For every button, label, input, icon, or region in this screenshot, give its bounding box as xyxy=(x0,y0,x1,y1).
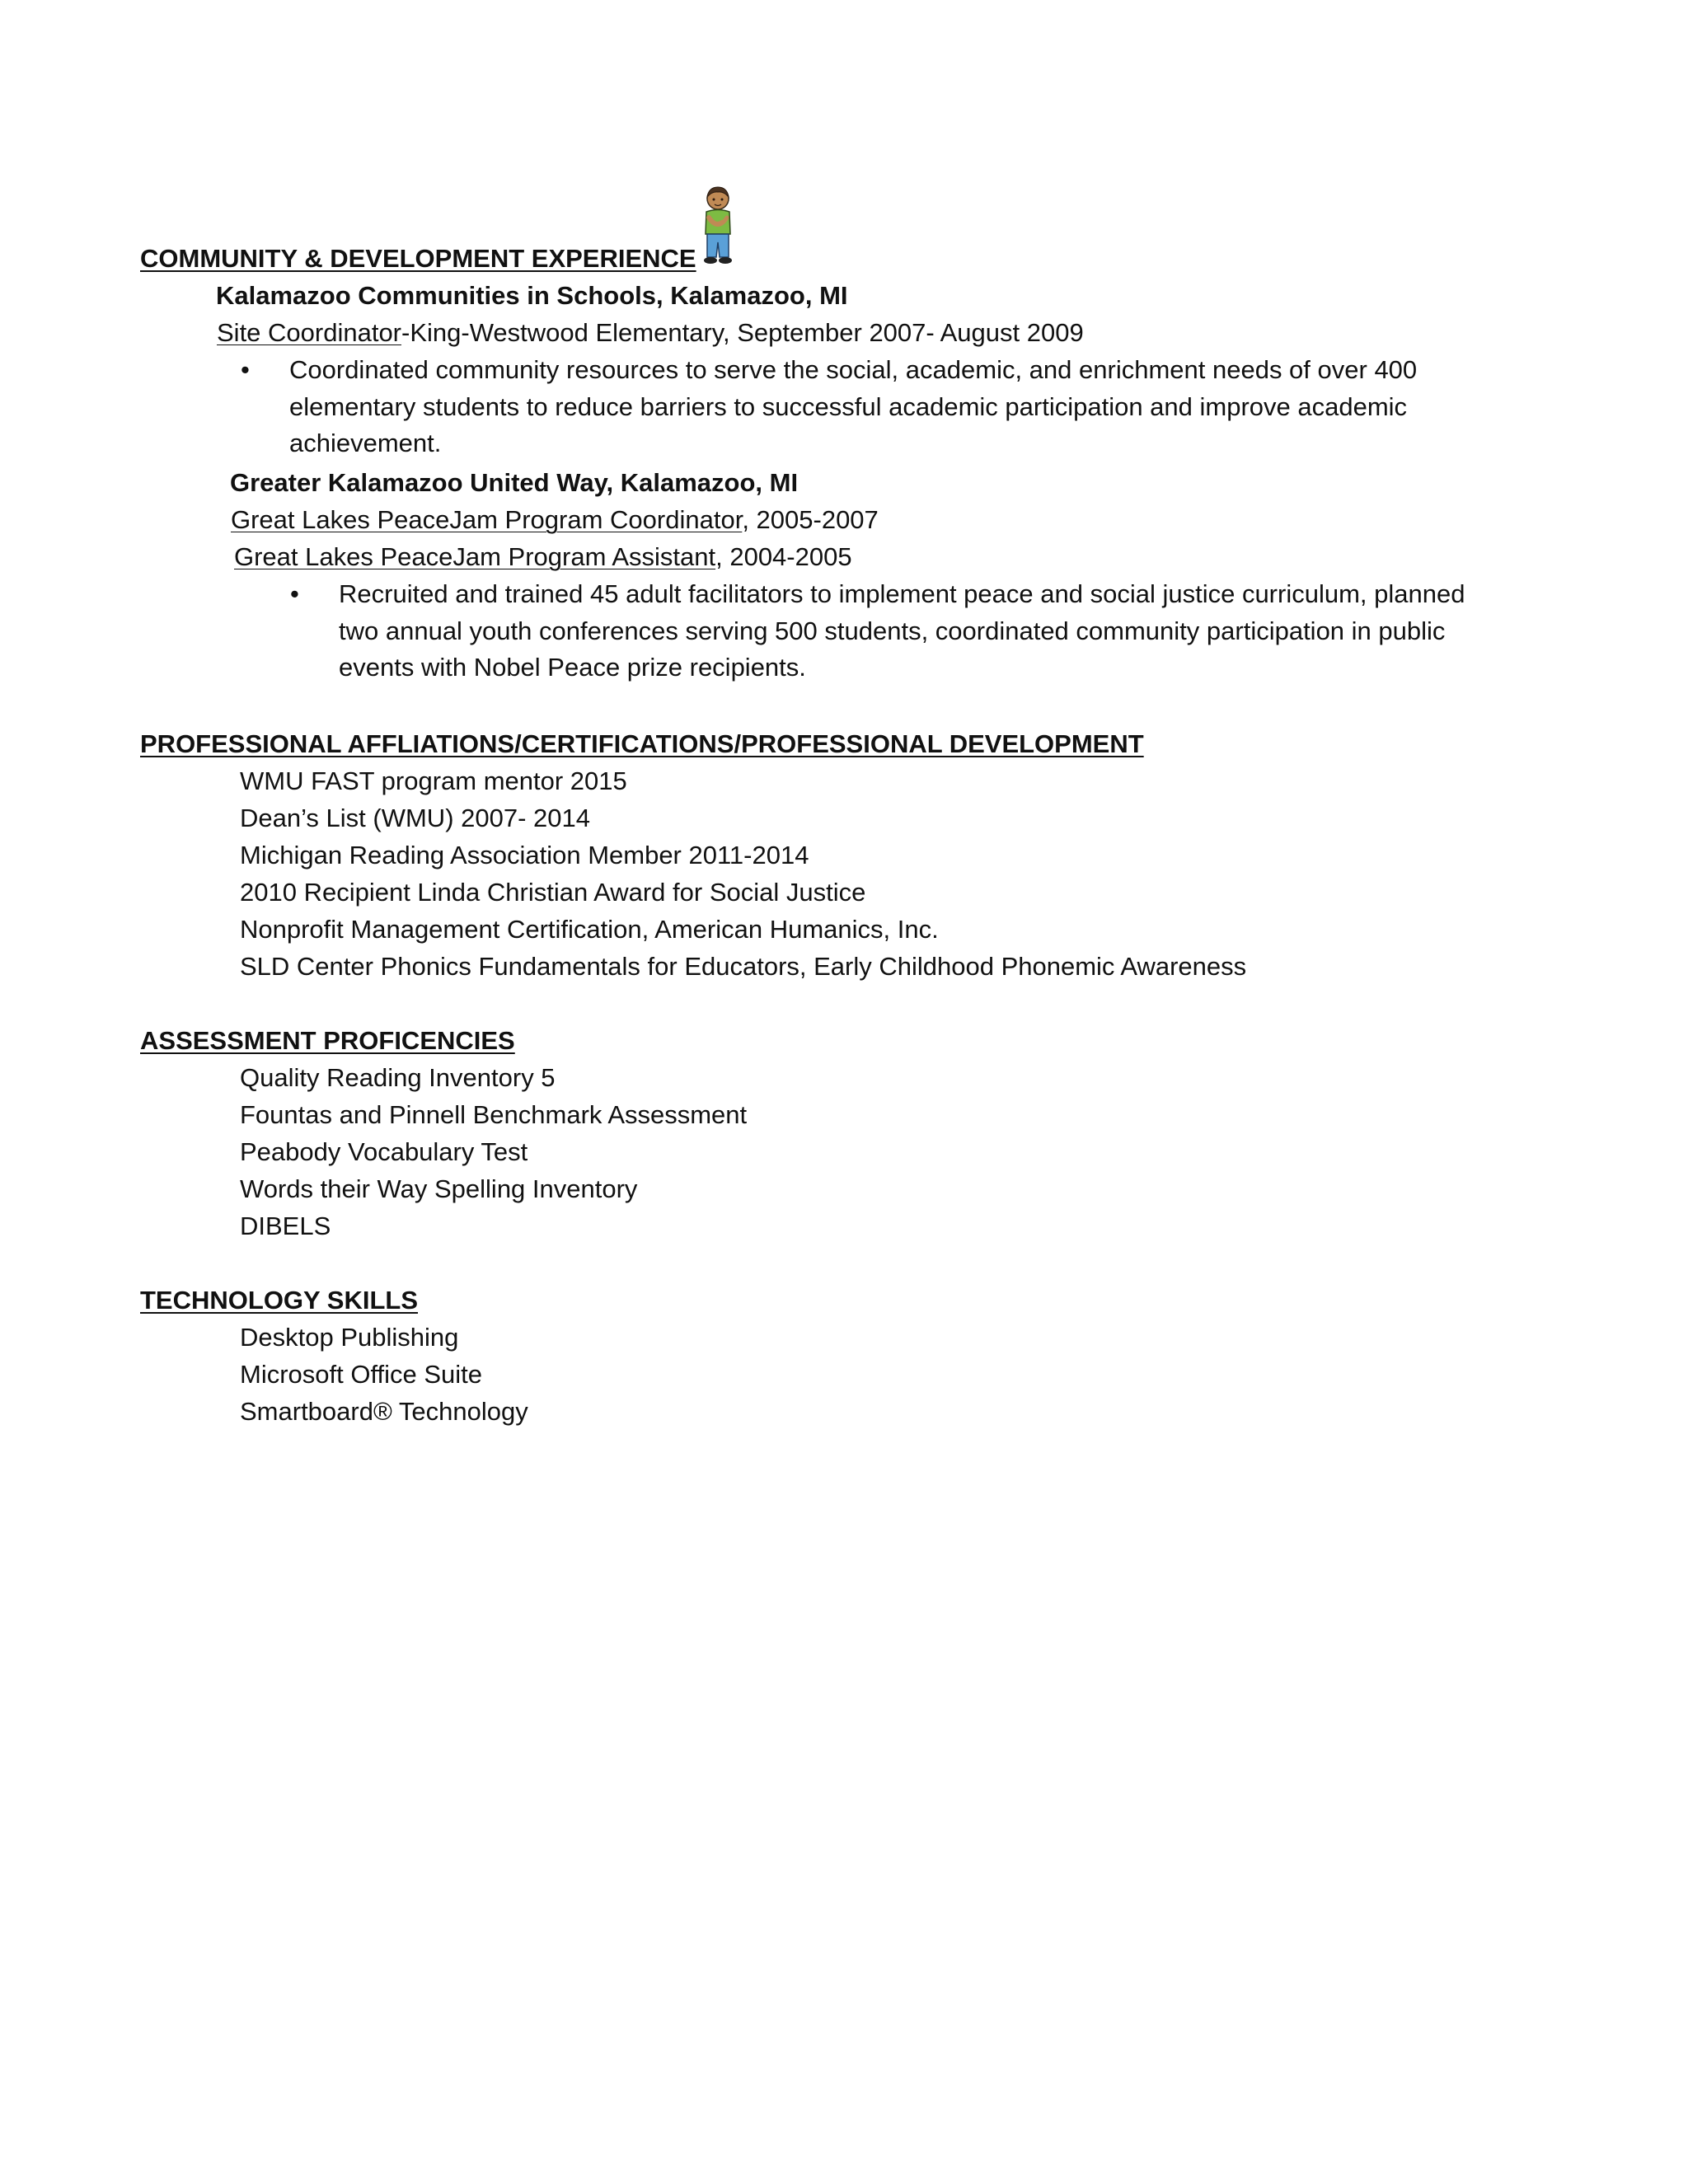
affiliations-heading: PROFESSIONAL AFFLIATIONS/CERTIFICATIONS/PROFESSIONAL DEVELOPMENT xyxy=(140,729,1144,758)
list-item: SLD Center Phonics Fundamentals for Educators, Early Childhood Phonemic Awareness xyxy=(240,952,1247,981)
list-item: WMU FAST program mentor 2015 xyxy=(240,766,627,795)
list-item: Peabody Vocabulary Test xyxy=(240,1137,528,1166)
list-item: Dean’s List (WMU) 2007- 2014 xyxy=(240,804,590,832)
list-item: Fountas and Pinnell Benchmark Assessment xyxy=(240,1100,748,1129)
list-item: DIBELS xyxy=(240,1212,331,1240)
list-item: Quality Reading Inventory 5 xyxy=(240,1063,556,1092)
list-item: 2010 Recipient Linda Christian Award for Social Justice xyxy=(240,878,866,907)
job-details: -King-Westwood Elementary, September 2007- August 2009 xyxy=(401,318,1084,347)
job-title: Site Coordinator xyxy=(217,318,402,347)
assessment-heading: ASSESSMENT PROFICENCIES xyxy=(140,1026,515,1055)
bullet-marker: • xyxy=(241,355,250,384)
list-item: Michigan Reading Association Member 2011-2014 xyxy=(240,841,809,869)
org-name-united-way: Greater Kalamazoo United Way, Kalamazoo, MI xyxy=(230,468,799,497)
job-bullet-text: Coordinated community resources to serve the social, academic, and enrichment needs of over 400 elementary students to reduce barriers to successful academic participation and improve academic achievement. xyxy=(289,355,1418,457)
org-name-communities-in-schools: Kalamazoo Communities in Schools, Kalamazoo, MI xyxy=(216,281,848,310)
community-experience-heading: COMMUNITY & DEVELOPMENT EXPERIENCE xyxy=(140,244,696,273)
job-title-line xyxy=(231,502,879,538)
boy-figure-icon xyxy=(697,185,738,267)
job-title-line xyxy=(234,539,852,575)
job-title: Great Lakes PeaceJam Program Coordinator xyxy=(231,505,743,534)
bullet-marker: • xyxy=(290,579,299,608)
technology-heading: TECHNOLOGY SKILLS xyxy=(140,1286,419,1315)
job-bullet-text: Recruited and trained 45 adult facilitators to implement peace and social justice curriculum, planned two annual youth conferences serving 500 students, coordinated community participation in public events with Nobel Peace prize recipients. xyxy=(339,579,1465,682)
job-details: , 2005-2007 xyxy=(742,505,879,534)
list-item: Smartboard® Technology xyxy=(240,1397,528,1426)
job-title: Great Lakes PeaceJam Program Assistant xyxy=(234,542,716,571)
list-item: Nonprofit Management Certification, American Humanics, Inc. xyxy=(240,915,939,944)
list-item: Desktop Publishing xyxy=(240,1323,459,1352)
list-item: Words their Way Spelling Inventory xyxy=(240,1174,638,1203)
job-title-line xyxy=(217,315,1084,351)
list-item: Microsoft Office Suite xyxy=(240,1360,483,1389)
job-details: , 2004-2005 xyxy=(715,542,852,571)
